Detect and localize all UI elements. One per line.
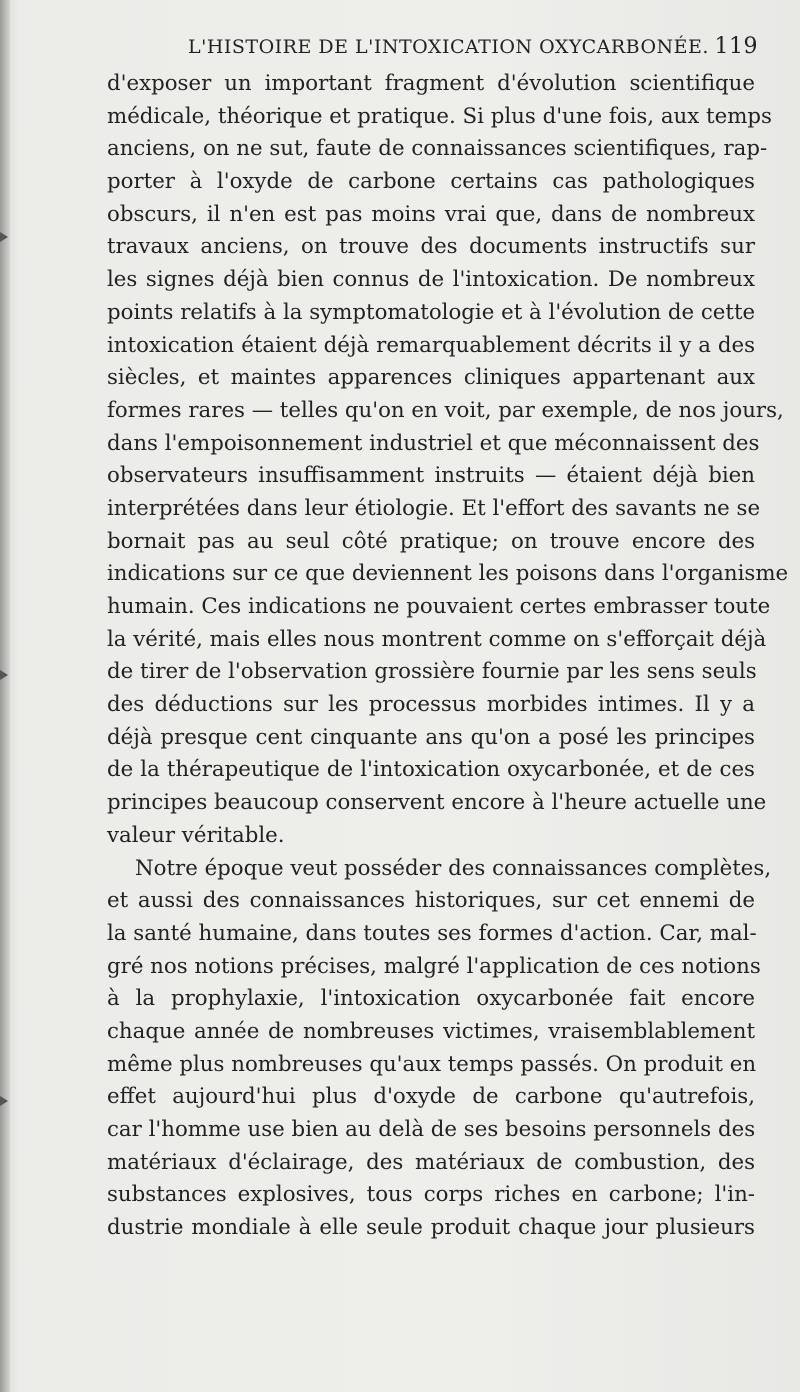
text-line: travaux anciens, on trouve des documents instructifs sur — [107, 234, 755, 260]
text-line: bornait pas au seul côté pratique; on trouve encore des — [107, 528, 755, 554]
text-line: d'exposer un important fragment d'évolution scientifique — [107, 71, 755, 96]
margin-mark — [0, 670, 8, 680]
text-line: des déductions sur les processus morbides intimes. Il y a — [107, 692, 755, 718]
text-line: même plus nombreuses qu'aux temps passés. On produit en — [107, 1051, 757, 1077]
text-line: de tirer de l'observation grossière fournie par les sens seuls — [107, 659, 757, 685]
text-line: intoxication étaient déjà remarquablement décrits il y a des — [107, 332, 755, 358]
text-line: la vérité, mais elles nous montrent comme on s'efforçait déjà — [107, 626, 767, 652]
text-line: principes beaucoup conservent encore à l'heure actuelle une — [107, 790, 767, 816]
text-line: car l'homme use bien au delà de ses besoins personnels des — [107, 1117, 756, 1142]
text-line: gré nos notions précises, malgré l'application de ces notions — [107, 953, 761, 979]
text-line: de la thérapeutique de l'intoxication oxycarbonée, et de ces — [107, 757, 755, 783]
text-line: à la prophylaxie, l'intoxication oxycarbonée fait encore — [107, 986, 755, 1012]
text-line: points relatifs à la symptomatologie et à l'évolution de cette — [107, 299, 756, 325]
text-line: obscurs, il n'en est pas moins vrai que, dans de nombreux — [107, 201, 755, 227]
paragraph — [107, 853, 772, 1245]
text-line: et aussi des connaissances historiques, sur cet ennemi de — [107, 888, 755, 914]
text-line: médicale, théorique et pratique. Si plus d'une fois, aux temps — [107, 103, 772, 129]
margin-mark — [0, 232, 8, 242]
text-line: matériaux d'éclairage, des matériaux de combustion, des — [107, 1149, 755, 1175]
text-line: substances explosives, tous corps riches en carbone; l'in- — [107, 1182, 755, 1208]
text-line: anciens, on ne sut, faute de connaissances scientifiques, rap- — [107, 136, 768, 162]
text-line: Notre époque veut posséder des connaissances complètes, — [135, 855, 772, 881]
text-line: dustrie mondiale à elle seule produit chaque jour plusieurs — [107, 1215, 755, 1241]
paragraph — [107, 68, 789, 853]
text-line: effet aujourd'hui plus d'oxyde de carbone qu'autrefois, — [107, 1084, 755, 1110]
text-line: formes rares — telles qu'on en voit, par exemple, de nos jours, — [107, 397, 784, 423]
page-header — [188, 36, 758, 66]
text-line: indications sur ce que deviennent les poisons dans l'organisme — [107, 561, 789, 587]
text-line: interprétées dans leur étiologie. Et l'effort des savants ne se — [107, 495, 761, 521]
text-line: porter à l'oxyde de carbone certains cas pathologiques — [107, 169, 755, 195]
page-number: 119 — [714, 34, 758, 59]
text-line: valeur véritable. — [107, 822, 285, 848]
text-line: déjà presque cent cinquante ans qu'on a posé les principes — [107, 724, 755, 750]
running-title: L'HISTOIRE DE L'INTOXICATION OXYCARBONÉE. — [188, 36, 709, 58]
text-line: humain. Ces indications ne pouvaient certes embrasser toute — [107, 594, 771, 619]
text-line: la santé humaine, dans toutes ses formes d'action. Car, mal- — [107, 920, 757, 946]
text-line: les signes déjà bien connus de l'intoxication. De nombreux — [107, 267, 755, 293]
body-text — [107, 68, 789, 1245]
margin-mark — [0, 1096, 8, 1106]
text-line: siècles, et maintes apparences cliniques appartenant aux — [107, 365, 755, 391]
text-line: observateurs insuffisamment instruits — étaient déjà bien — [107, 463, 755, 489]
text-line: chaque année de nombreuses victimes, vraisemblablement — [107, 1018, 755, 1044]
page-gutter-shadow — [0, 0, 10, 1392]
text-line: dans l'empoisonnement industriel et que méconnaissent des — [107, 430, 760, 456]
